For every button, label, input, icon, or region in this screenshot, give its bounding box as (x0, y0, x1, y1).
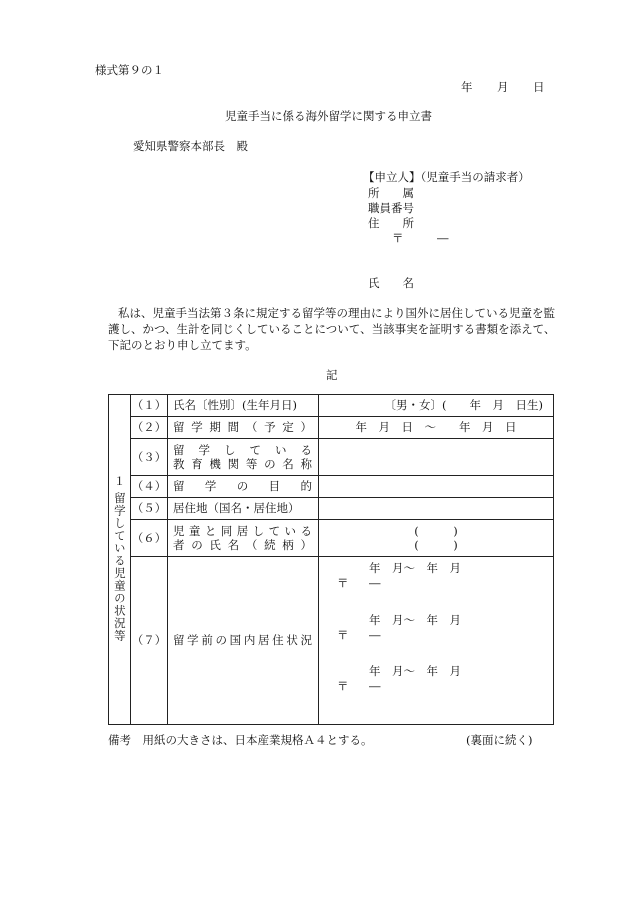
applicant-header: 【申立人】（児童手当の請求者） (363, 170, 530, 184)
postal-dash: ― (369, 679, 381, 693)
section-number: １ (113, 473, 126, 488)
study-purpose-field[interactable] (319, 476, 554, 498)
affiliation-label: 所 属 (368, 186, 414, 200)
row-label-period: 留学期間（予定） (168, 417, 319, 439)
cohabitant-field[interactable] (319, 520, 554, 557)
form-number: 様式第９の１ (95, 63, 164, 77)
continued-note: (裏面に続く) (466, 733, 533, 747)
row-label-cohabitant (168, 520, 319, 557)
document-title: 児童手当に係る海外留学に関する申立書 (225, 109, 432, 123)
postal-dash: ― (437, 231, 449, 245)
residence-period-3: 年 月～ 年 月 (369, 664, 461, 678)
staff-number-label: 職員番号 (368, 201, 414, 215)
label-line: 者の氏名（続柄） (173, 538, 312, 552)
statement-line-2: 護し、かつ、生計を同じくしていることについて、当該事実を証明する書類を添えて、 (108, 322, 556, 336)
addressee: 愛知県警察本部長 殿 (133, 139, 248, 153)
date-month: 月 (497, 80, 509, 94)
postal-dash: ― (369, 576, 381, 590)
row-label-domestic-residence: 留学前の国内居住状況 (168, 557, 319, 725)
address-label: 住 所 (368, 216, 414, 230)
postal-mark: 〒 (337, 576, 349, 590)
cohabitant-relation-1: ( ) (414, 523, 458, 538)
statement-line-1: 私は、児童手当法第３条に規定する留学等の理由により国外に居住している児童を監 (118, 306, 555, 320)
row-number: （２） (131, 417, 168, 439)
name-gender-birth-field[interactable]: 〔男・女〕( 年 月 日生) (319, 395, 554, 417)
label-line: 教育機関等の名称 (173, 457, 312, 471)
table-row (109, 417, 554, 439)
statement-line-3: 下記のとおり申し立てます。 (108, 338, 257, 352)
label-line: 留学している (173, 442, 312, 457)
label-line: 児童と同居している (173, 523, 312, 538)
table-row (109, 439, 554, 476)
row-number: （３） (131, 439, 168, 476)
residence-field[interactable] (319, 498, 554, 520)
table-row (109, 498, 554, 520)
row-number: （６） (131, 520, 168, 557)
table-row (109, 557, 554, 725)
residence-period-1: 年 月～ 年 月 (369, 561, 461, 575)
cohabitant-relation-2: ( ) (414, 538, 458, 552)
residence-period-2: 年 月～ 年 月 (369, 613, 461, 627)
row-label-name: 氏名〔性別〕(生年月日) (168, 395, 319, 417)
row-label-residence: 居住地（国名・居住地） (168, 498, 319, 520)
note: 備考 用紙の大きさは、日本産業規格Ａ４とする。 (108, 733, 373, 747)
child-status-table (108, 394, 554, 725)
row-number: （５） (131, 498, 168, 520)
postal-dash: ― (369, 628, 381, 642)
study-period-field[interactable]: 年 月 日 ～ 年 月 日 (319, 417, 554, 439)
section-label: 留学している児童の状況等 (112, 492, 127, 642)
row-label-purpose: 留学の目的 (168, 476, 319, 498)
row-number: （１） (131, 395, 168, 417)
table-row (109, 476, 554, 498)
ki-marker: 記 (326, 368, 338, 382)
name-label: 氏 名 (368, 276, 414, 290)
date-year: 年 (461, 80, 473, 94)
postal-mark: 〒 (392, 231, 404, 245)
postal-mark: 〒 (337, 628, 349, 642)
row-number: （７） (131, 557, 168, 725)
table-row (109, 520, 554, 557)
table-row (109, 395, 554, 417)
domestic-residence-field[interactable] (319, 557, 554, 725)
postal-mark: 〒 (337, 679, 349, 693)
row-label-institution (168, 439, 319, 476)
section-label-cell (109, 395, 131, 725)
date-day: 日 (533, 80, 545, 94)
institution-name-field[interactable] (319, 439, 554, 476)
row-number: （４） (131, 476, 168, 498)
